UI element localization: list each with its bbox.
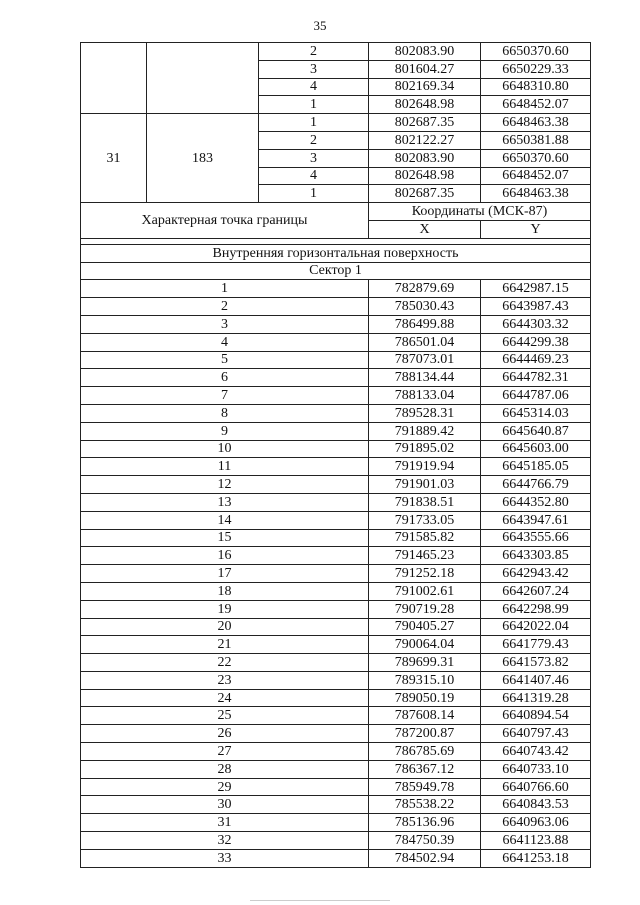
point-number: 26 [81,725,369,743]
page-number: 35 [313,18,327,33]
y-value: 6640797.43 [481,725,591,743]
sector-row [81,262,591,280]
table-row [81,565,591,583]
x-value: 787200.87 [369,725,481,743]
table-row [81,529,591,547]
x-value: 802169.34 [369,78,481,96]
y-value: 6643555.66 [481,529,591,547]
x-value: 802687.35 [369,114,481,132]
point-number: 33 [81,849,369,867]
point-number: 3 [259,60,369,78]
point-number: 6 [81,369,369,387]
table-row [81,547,591,565]
point-number: 29 [81,778,369,796]
x-value: 786499.88 [369,315,481,333]
point-number: 32 [81,832,369,850]
x-value: 782879.69 [369,280,481,298]
y-value: 6642298.99 [481,600,591,618]
table-row [81,654,591,672]
y-value: 6641573.82 [481,654,591,672]
x-value: 802083.90 [369,43,481,61]
point-number: 9 [81,422,369,440]
y-value: 6650381.88 [481,131,591,149]
point-number: 17 [81,565,369,583]
y-header: Y [481,220,591,238]
table-row [81,511,591,529]
page-bottom-edge [250,900,390,901]
table-row [81,636,591,654]
table-row [81,351,591,369]
boundary-point-header: Характерная точка границы [81,203,369,239]
x-value: 801604.27 [369,60,481,78]
point-number: 5 [81,351,369,369]
point-number: 21 [81,636,369,654]
group-cell-empty [81,43,147,114]
x-value: 791889.42 [369,422,481,440]
y-value: 6650370.60 [481,43,591,61]
point-number: 4 [259,78,369,96]
x-value: 785030.43 [369,298,481,316]
table-row [81,689,591,707]
x-value: 802122.27 [369,131,481,149]
table-row [81,404,591,422]
point-number: 28 [81,760,369,778]
table-row [81,280,591,298]
point-number: 10 [81,440,369,458]
x-value: 790719.28 [369,600,481,618]
y-value: 6641319.28 [481,689,591,707]
x-value: 802687.35 [369,185,481,203]
y-value: 6642607.24 [481,582,591,600]
y-value: 6643947.61 [481,511,591,529]
table-row [81,778,591,796]
x-value: 785136.96 [369,814,481,832]
table-row [81,600,591,618]
x-value: 786785.69 [369,743,481,761]
table-row [81,114,591,132]
table-row [81,618,591,636]
x-value: 791919.94 [369,458,481,476]
section-title: Внутренняя горизонтальная поверхность [81,244,591,262]
point-number: 11 [81,458,369,476]
point-number: 13 [81,493,369,511]
table-row [81,671,591,689]
y-value: 6650229.33 [481,60,591,78]
point-number: 19 [81,600,369,618]
y-value: 6643303.85 [481,547,591,565]
point-number: 23 [81,671,369,689]
sector-rows-body [81,280,591,867]
y-value: 6644782.31 [481,369,591,387]
table-row [81,43,591,61]
x-value: 789699.31 [369,654,481,672]
y-value: 6641407.46 [481,671,591,689]
table-row [81,814,591,832]
x-value: 784502.94 [369,849,481,867]
point-number: 1 [259,96,369,114]
table-row [81,333,591,351]
x-value: 791895.02 [369,440,481,458]
table-row [81,422,591,440]
x-value: 791465.23 [369,547,481,565]
x-value: 790405.27 [369,618,481,636]
point-number: 16 [81,547,369,565]
y-value: 6644299.38 [481,333,591,351]
x-value: 786501.04 [369,333,481,351]
x-value: 788133.04 [369,387,481,405]
y-value: 6645640.87 [481,422,591,440]
y-value: 6644766.79 [481,476,591,494]
x-value: 789050.19 [369,689,481,707]
y-value: 6644303.32 [481,315,591,333]
table-row [81,743,591,761]
y-value: 6650370.60 [481,149,591,167]
x-value: 788134.44 [369,369,481,387]
y-value: 6644469.23 [481,351,591,369]
y-value: 6642022.04 [481,618,591,636]
table-row [81,849,591,867]
top-group-body [81,43,591,203]
point-number: 15 [81,529,369,547]
x-value: 791585.82 [369,529,481,547]
section-row [81,244,591,262]
point-number: 4 [81,333,369,351]
x-value: 789528.31 [369,404,481,422]
x-value: 802648.98 [369,96,481,114]
group-cell-empty [147,43,259,114]
y-value: 6645314.03 [481,404,591,422]
x-value: 785538.22 [369,796,481,814]
table-row [81,440,591,458]
point-number: 3 [81,315,369,333]
table-row [81,476,591,494]
y-value: 6641779.43 [481,636,591,654]
y-value: 6640894.54 [481,707,591,725]
y-value: 6641123.88 [481,832,591,850]
point-number: 4 [259,167,369,185]
point-number: 2 [259,43,369,61]
point-number: 7 [81,387,369,405]
y-value: 6640743.42 [481,743,591,761]
table-row [81,493,591,511]
y-value: 6640733.10 [481,760,591,778]
x-value: 802648.98 [369,167,481,185]
point-number: 2 [81,298,369,316]
y-value: 6643987.43 [481,298,591,316]
x-value: 790064.04 [369,636,481,654]
x-value: 784750.39 [369,832,481,850]
table-row [81,369,591,387]
x-value: 791838.51 [369,493,481,511]
y-value: 6642943.42 [481,565,591,583]
point-number: 27 [81,743,369,761]
x-header: X [369,220,481,238]
x-value: 789315.10 [369,671,481,689]
y-value: 6641253.18 [481,849,591,867]
x-value: 786367.12 [369,760,481,778]
y-value: 6645185.05 [481,458,591,476]
y-value: 6644352.80 [481,493,591,511]
y-value: 6645603.00 [481,440,591,458]
y-value: 6648310.80 [481,78,591,96]
table-row [81,458,591,476]
y-value: 6642987.15 [481,280,591,298]
table-row [81,707,591,725]
y-value: 6648463.38 [481,114,591,132]
y-value: 6640766.60 [481,778,591,796]
point-number: 1 [259,185,369,203]
point-number: 14 [81,511,369,529]
table-row [81,725,591,743]
table-row [81,315,591,333]
y-value: 6648463.38 [481,185,591,203]
coordinates-table [80,42,591,868]
point-number: 1 [81,280,369,298]
point-number: 18 [81,582,369,600]
point-number: 8 [81,404,369,422]
x-value: 787073.01 [369,351,481,369]
group-number: 31 [81,114,147,203]
group-code: 183 [147,114,259,203]
y-value: 6648452.07 [481,167,591,185]
x-value: 802083.90 [369,149,481,167]
point-number: 2 [259,131,369,149]
point-number: 3 [259,149,369,167]
point-number: 25 [81,707,369,725]
x-value: 787608.14 [369,707,481,725]
table-row [81,760,591,778]
x-value: 791252.18 [369,565,481,583]
coordinates-header: Координаты (МСК-87) [369,203,591,221]
table-row [81,298,591,316]
point-number: 12 [81,476,369,494]
point-number: 31 [81,814,369,832]
x-value: 791002.61 [369,582,481,600]
header-row [81,203,591,221]
y-value: 6640843.53 [481,796,591,814]
table-row [81,832,591,850]
x-value: 791901.03 [369,476,481,494]
point-number: 22 [81,654,369,672]
point-number: 1 [259,114,369,132]
y-value: 6648452.07 [481,96,591,114]
x-value: 785949.78 [369,778,481,796]
point-number: 30 [81,796,369,814]
x-value: 791733.05 [369,511,481,529]
table-row [81,387,591,405]
table-row [81,796,591,814]
point-number: 20 [81,618,369,636]
table-header [81,203,591,280]
table-row [81,582,591,600]
point-number: 24 [81,689,369,707]
y-value: 6640963.06 [481,814,591,832]
sector-title: Сектор 1 [81,262,591,280]
y-value: 6644787.06 [481,387,591,405]
